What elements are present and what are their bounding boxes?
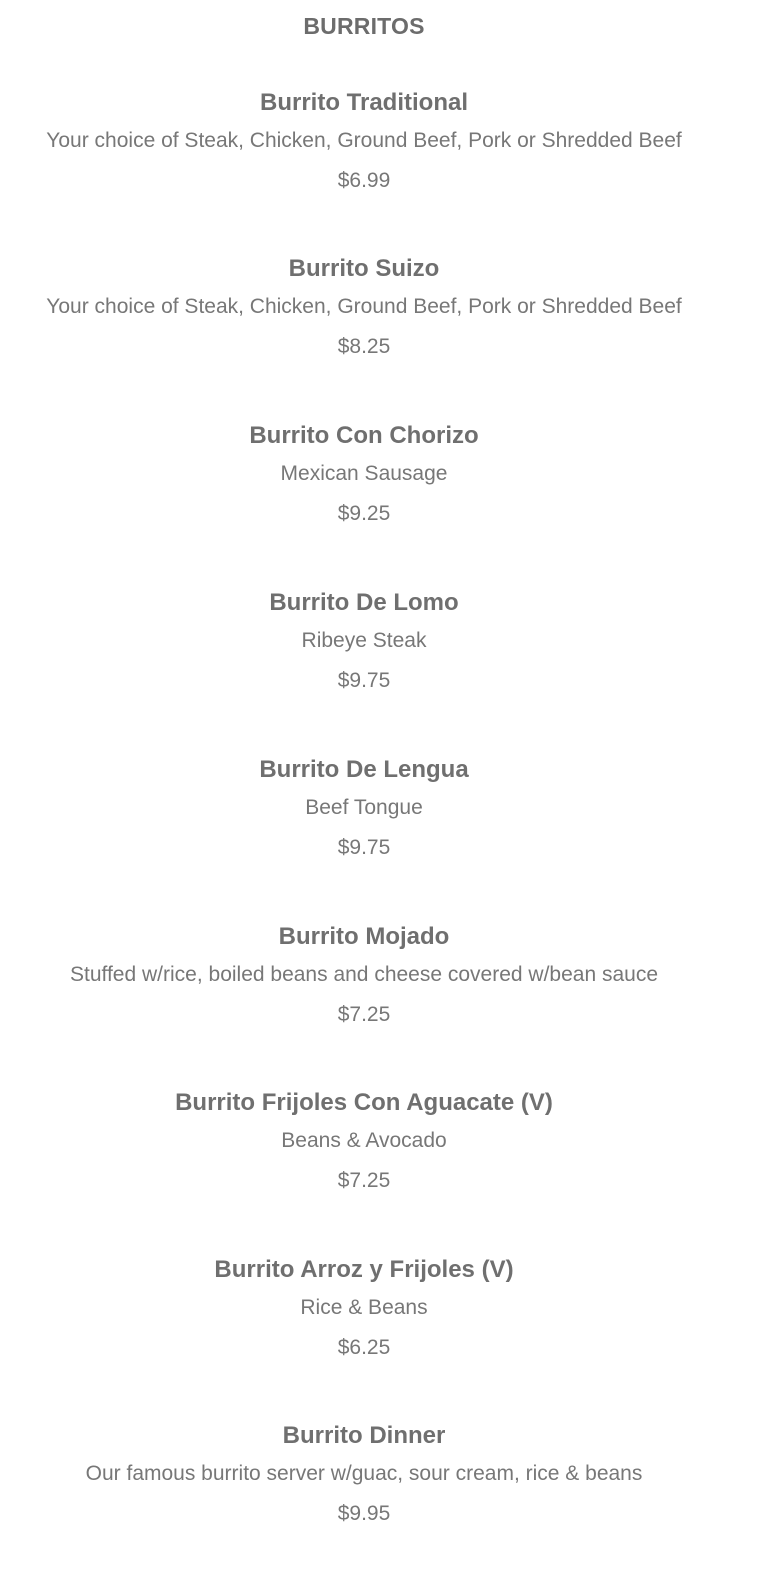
item-price: $7.25 — [337, 1003, 391, 1026]
item-description: Mexican Sausage — [280, 462, 448, 485]
item-price: $9.25 — [337, 502, 391, 525]
item-description: Your choice of Steak, Chicken, Ground Beef, Pork or Shredded Beef — [46, 295, 682, 318]
menu-item — [0, 252, 728, 372]
item-price: $8.25 — [337, 335, 391, 358]
item-price: $6.99 — [337, 169, 391, 192]
item-price: $9.75 — [337, 836, 391, 859]
item-name: Burrito Con Chorizo — [249, 422, 479, 449]
menu-item — [0, 586, 728, 706]
item-description: Beef Tongue — [305, 796, 423, 819]
menu-item — [0, 1253, 728, 1373]
item-price: $9.75 — [337, 669, 391, 692]
item-description: Our famous burrito server w/guac, sour cream, rice & beans — [85, 1462, 643, 1485]
menu-item — [0, 920, 728, 1040]
item-name: Burrito Traditional — [259, 89, 468, 116]
item-description: Your choice of Steak, Chicken, Ground Beef, Pork or Shredded Beef — [46, 129, 682, 152]
menu-item — [0, 419, 728, 539]
item-name: Burrito Dinner — [282, 1422, 446, 1449]
item-name: Burrito Suizo — [288, 255, 440, 282]
item-name: Burrito Mojado — [278, 923, 450, 950]
item-description: Ribeye Steak — [301, 629, 427, 652]
item-name: Burrito Frijoles Con Aguacate (V) — [175, 1089, 553, 1116]
menu-item — [0, 753, 728, 873]
menu-item — [0, 86, 728, 206]
item-price: $7.25 — [337, 1169, 391, 1192]
item-name: Burrito Arroz y Frijoles (V) — [214, 1256, 514, 1283]
item-name: Burrito De Lengua — [259, 756, 469, 783]
menu-item — [0, 1086, 728, 1206]
item-description: Beans & Avocado — [281, 1129, 447, 1152]
menu-item — [0, 1419, 728, 1539]
item-description: Stuffed w/rice, boiled beans and cheese covered w/bean sauce — [70, 963, 658, 986]
item-price: $6.25 — [337, 1336, 391, 1359]
item-description: Rice & Beans — [300, 1296, 428, 1319]
item-name: Burrito De Lomo — [269, 589, 459, 616]
item-price: $9.95 — [337, 1502, 391, 1525]
section-title: BURRITOS — [303, 13, 425, 39]
